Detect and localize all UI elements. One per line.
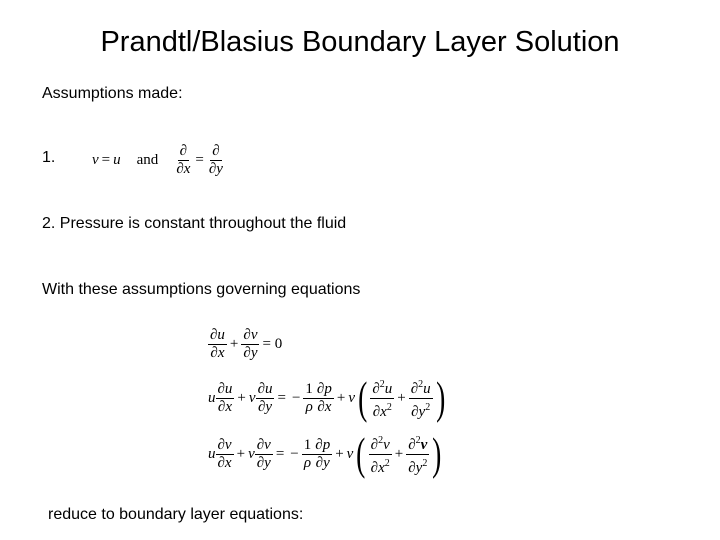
reduce-text: reduce to boundary layer equations: [48,506,304,523]
governing-equations [208,318,448,482]
assumption-1-lhs: v [92,151,99,168]
y-momentum-equation: u $\frac{\partial v}{\partial x}$ + v $\frac{\partial v}{\partial y}$ = − $\frac{1}{\rho}$ $\frac{\partial p}{\partial y}$ + ν ( $\frac{\partial^2v}{\partial x^2}$ + $\frac{\partial^2v}{\partial y^2}$ ) [208,428,442,479]
assumptions-heading: Assumptions made: [42,85,183,102]
slide-title: Prandtl/Blasius Boundary Layer Solution [100,26,620,58]
d-dy-fraction: $\frac{\partial}{\partial y}$ [208,142,223,177]
assumption-2: 2. Pressure is constant throughout the fluid [42,215,347,232]
with-assumptions-text: With these assumptions governing equations [42,281,361,298]
assumption-1-and: and [136,151,159,168]
assumption-1-rhs: u [113,151,121,168]
continuity-equation: $\frac{\partial u}{\partial x}$ + $\frac{\partial v}{\partial y}$ = 0 [210,326,283,361]
assumption-1-equation: v = u and $\frac{\partial}{\partial x}$ = $\frac{\partial}{\partial y}$ [92,142,223,177]
assumption-1-number: 1. [42,149,56,166]
d-dx-fraction: $\frac{\partial}{\partial x}$ [176,142,191,177]
assumption-1-equals: = [101,151,111,168]
x-momentum-equation: u $\frac{\partial u}{\partial x}$ + v $\frac{\partial u}{\partial y}$ = − $\frac{1}{\rho}$ $\frac{\partial p}{\partial x}$ + ν ( $\frac{\partial^2u}{\partial x^2}$ + $\frac{\partial^2u}{\partial y^2}$ ) [208,372,445,423]
